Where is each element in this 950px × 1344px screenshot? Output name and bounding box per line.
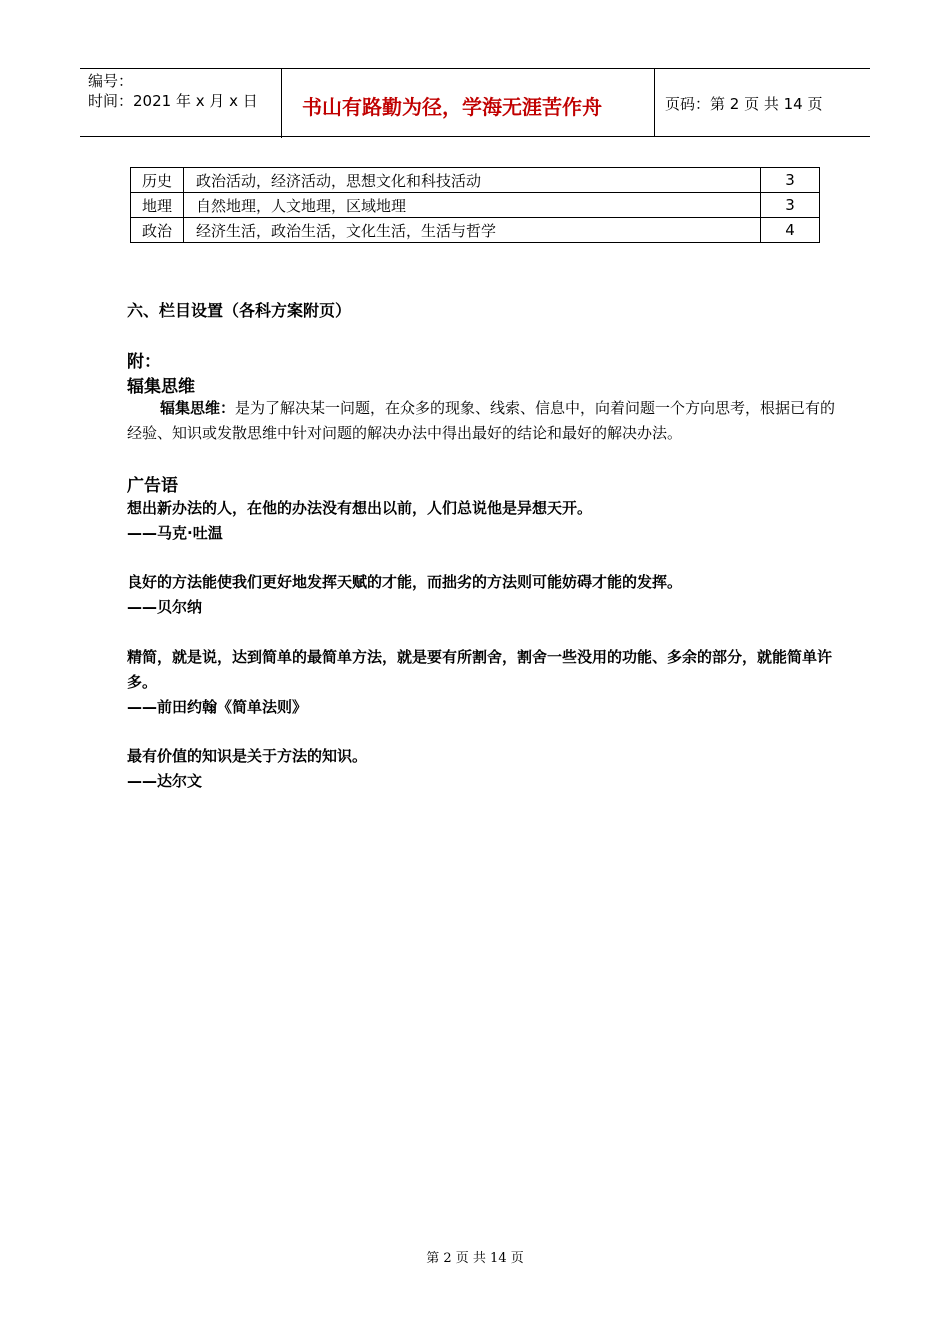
quote-text: 想出新办法的人，在他的办法没有想出以前，人们总说他是异想天开。: [127, 499, 593, 517]
quote-author: ——贝尔纳: [127, 598, 203, 616]
count-cell: 3: [761, 168, 820, 193]
subject-cell: 历史: [131, 168, 184, 193]
quote-text: 精简，就是说，达到简单的最简单方法，就是要有所割舍，割舍一些没用的功能、多余的部分，就能简单许多。: [127, 648, 833, 691]
header-motto: 书山有路勤为径，学海无涯苦作舟: [302, 95, 602, 119]
date-label: 时间：2021 年 x 月 x 日: [88, 92, 258, 110]
convergent-title: 辐集思维: [127, 377, 195, 397]
code-label: 编号：: [88, 72, 134, 90]
table-row: [131, 218, 820, 243]
content-cell: 经济生活，政治生活，文化生活，生活与哲学: [184, 218, 761, 243]
appendix-label: 附：: [127, 352, 161, 372]
subject-cell: 政治: [131, 218, 184, 243]
convergent-definition: 是为了解决某一问题，在众多的现象、线索、信息中，向着问题一个方向思考，根据已有的经验、知识或发散思维中针对问题的解决办法中得出最好的结论和最好的解决办法。: [127, 399, 836, 442]
content-cell: 自然地理，人文地理，区域地理: [184, 193, 761, 218]
quote-author: ——达尔文: [127, 772, 203, 790]
header-meta: [80, 69, 282, 138]
subjects-table: [130, 167, 820, 243]
quote-text: 良好的方法能使我们更好地发挥天赋的才能，而拙劣的方法则可能妨碍才能的发挥。: [127, 573, 683, 591]
header-page-label: 页码：第 2 页 共 14 页: [665, 95, 823, 113]
count-cell: 3: [761, 193, 820, 218]
quote-author: ——前田约翰《简单法则》: [127, 698, 308, 716]
ads-title: 广告语: [127, 476, 178, 496]
subject-cell: 地理: [131, 193, 184, 218]
quote-text: 最有价值的知识是关于方法的知识。: [127, 747, 368, 765]
convergent-term: 辐集思维：: [160, 399, 236, 417]
table-row: [131, 168, 820, 193]
quote-author: ——马克·吐温: [127, 524, 223, 542]
page-footer: 第 2 页 共 14 页: [426, 1251, 524, 1266]
content-cell: 政治活动，经济活动，思想文化和科技活动: [184, 168, 761, 193]
page-header: [80, 68, 870, 137]
convergent-paragraph: [127, 396, 842, 446]
section-heading: 六、栏目设置（各科方案附页）: [127, 301, 352, 320]
table-row: [131, 193, 820, 218]
count-cell: 4: [761, 218, 820, 243]
header-motto-cell: [282, 69, 655, 136]
header-page-cell: [655, 69, 870, 136]
